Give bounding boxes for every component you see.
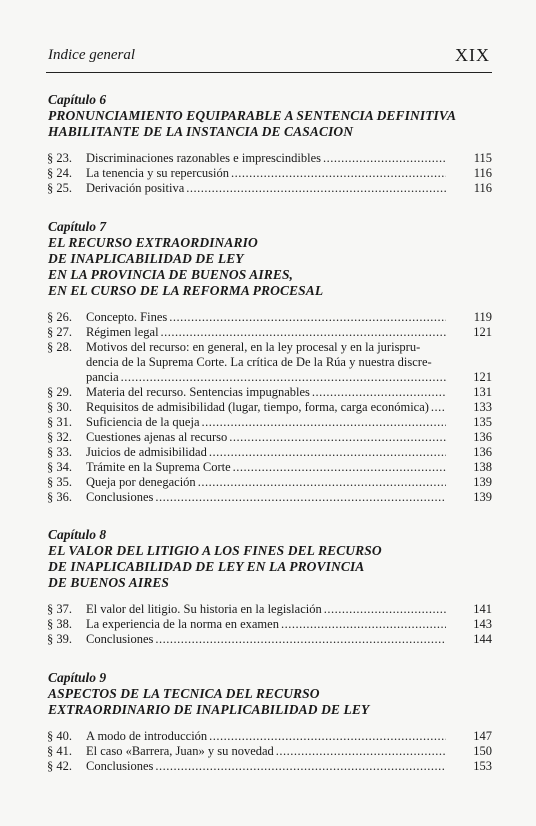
toc-entry[interactable] [46, 490, 492, 505]
entry-page-number: 153 [473, 759, 492, 773]
section-number: § 42. [47, 759, 72, 773]
entry-title: La tenencia y su repercusión [86, 166, 229, 180]
toc-entry[interactable] [46, 400, 492, 415]
entry-title: pancia [86, 370, 119, 384]
chapter-8 [46, 527, 492, 647]
entry-title: Suficiencia de la queja [86, 415, 200, 429]
dot-leader [161, 325, 446, 340]
section-number: § 35. [47, 475, 72, 489]
dot-leader [209, 729, 446, 744]
entry-title: Discriminaciones razonables e imprescindibles [86, 151, 321, 165]
entry-page-number: 116 [473, 166, 492, 180]
section-number: § 27. [47, 325, 72, 339]
toc-entry[interactable] [46, 151, 492, 166]
chapter-title-line: HABILITANTE DE LA INSTANCIA DE CASACION [48, 124, 354, 139]
chapter-title [48, 235, 492, 299]
dot-leader [209, 445, 446, 460]
entry-page-number: 143 [473, 617, 492, 631]
dot-leader [231, 166, 446, 181]
dot-leader [324, 602, 446, 617]
entry-page-number: 119 [473, 310, 492, 324]
toc-entry[interactable] [46, 759, 492, 774]
entry-title: El caso «Barrera, Juan» y su novedad [86, 744, 274, 758]
chapter-title-line: PRONUNCIAMIENTO EQUIPARABLE A SENTENCIA DEFINITIVA [48, 108, 457, 123]
entry-page-number: 121 [473, 370, 492, 384]
entry-page-number: 147 [473, 729, 492, 743]
entry-title: Conclusiones [86, 632, 154, 646]
toc-entry[interactable] [46, 181, 492, 196]
entry-title: Juicios de admisibilidad [86, 445, 207, 459]
running-header [46, 46, 492, 73]
chapter-title-line: DE BUENOS AIRES [48, 575, 170, 590]
entry-page-number: 136 [473, 430, 492, 444]
toc-entry[interactable] [46, 385, 492, 400]
entry-page-number: 150 [473, 744, 492, 758]
toc-entry[interactable] [46, 729, 492, 744]
chapter-title [48, 108, 492, 140]
entry-page-number: 133 [473, 400, 492, 414]
toc-entry[interactable] [46, 632, 492, 647]
toc-entry[interactable] [46, 310, 492, 325]
toc-entry[interactable] [46, 325, 492, 340]
chapter-9 [46, 670, 492, 774]
chapter-title-line: EL RECURSO EXTRAORDINARIO [48, 235, 258, 250]
section-number: § 34. [47, 460, 72, 474]
chapter-title-line: DE INAPLICABILIDAD DE LEY EN LA PROVINCIA [48, 559, 365, 574]
dot-leader [169, 310, 446, 325]
section-number: § 39. [47, 632, 72, 646]
dot-leader [229, 430, 446, 445]
entry-title: A modo de introducción [86, 729, 208, 743]
chapter-title [48, 543, 492, 591]
section-number: § 23. [47, 151, 72, 165]
entry-title: dencia de la Suprema Corte. La crítica de De la Rúa y nuestra discre- [86, 355, 432, 369]
toc-entries [46, 310, 492, 505]
chapter-title-line: EXTRAORDINARIO DE INAPLICABILIDAD DE LEY [48, 702, 370, 717]
toc-entry[interactable] [46, 602, 492, 617]
chapter-title-line: DE INAPLICABILIDAD DE LEY [48, 251, 244, 266]
toc-entry[interactable] [46, 460, 492, 475]
dot-leader [202, 415, 447, 430]
entry-page-number: 139 [473, 490, 492, 504]
entry-title: Requisitos de admisibilidad (lugar, tiempo, forma, carga económica) [86, 400, 429, 414]
entry-title: Conclusiones [86, 759, 154, 773]
entry-title: Derivación positiva [86, 181, 185, 195]
section-number: § 30. [47, 400, 72, 414]
entry-title: Trámite en la Suprema Corte [86, 460, 231, 474]
chapter-7 [46, 219, 492, 505]
entry-page-number: 141 [473, 602, 492, 616]
dot-leader [155, 490, 446, 505]
section-title: Indice general [48, 47, 136, 63]
dot-leader [155, 632, 446, 647]
chapter-title-line: EN EL CURSO DE LA REFORMA PROCESAL [48, 283, 324, 298]
chapter-6 [46, 92, 492, 196]
entry-page-number: 116 [473, 181, 492, 195]
entry-page-number: 121 [473, 325, 492, 339]
entry-page-number: 115 [473, 151, 492, 165]
section-number: § 40. [47, 729, 72, 743]
toc-entries [46, 602, 492, 647]
chapter-label: Capítulo 8 [48, 527, 107, 542]
toc-entry[interactable] [46, 475, 492, 490]
entry-title: El valor del litigio. Su historia en la legislación [86, 602, 322, 616]
dot-leader [186, 181, 446, 196]
toc-entry[interactable] [46, 166, 492, 181]
entry-title: Régimen legal [86, 325, 159, 339]
section-number: § 37. [47, 602, 72, 616]
dot-leader [323, 151, 446, 166]
entry-page-number: 139 [473, 475, 492, 489]
section-number: § 41. [47, 744, 72, 758]
chapter-label: Capítulo 7 [48, 219, 107, 234]
entry-title: Concepto. Fines [86, 310, 168, 324]
section-number: § 36. [47, 490, 72, 504]
section-number: § 28. [47, 340, 72, 354]
toc-entry[interactable] [46, 340, 492, 385]
chapter-title-line: EL VALOR DEL LITIGIO A LOS FINES DEL RECURSO [48, 543, 382, 558]
dot-leader [233, 460, 446, 475]
entry-page-number: 131 [473, 385, 492, 399]
section-number: § 38. [47, 617, 72, 631]
section-number: § 24. [47, 166, 72, 180]
chapter-title-line: EN LA PROVINCIA DE BUENOS AIRES, [48, 267, 294, 282]
toc-entry[interactable] [46, 744, 492, 759]
section-number: § 25. [47, 181, 72, 195]
entry-page-number: 138 [473, 460, 492, 474]
chapter-title [48, 686, 492, 718]
section-number: § 32. [47, 430, 72, 444]
section-number: § 26. [47, 310, 72, 324]
section-number: § 29. [47, 385, 72, 399]
dot-leader [276, 744, 446, 759]
dot-leader [155, 759, 446, 774]
dot-leader [312, 385, 446, 400]
toc-entry[interactable] [46, 617, 492, 632]
chapter-label: Capítulo 6 [48, 92, 107, 107]
dot-leader [198, 475, 446, 490]
entry-title: Motivos del recurso: en general, en la ley procesal y en la jurispru- [86, 340, 421, 354]
entry-title: Materia del recurso. Sentencias impugnables [86, 385, 310, 399]
chapter-title-line: ASPECTOS DE LA TECNICA DEL RECURSO [48, 686, 320, 701]
toc-entries [46, 151, 492, 196]
entry-page-number: 136 [473, 445, 492, 459]
page-number: XIX [455, 45, 490, 65]
toc-entries [46, 729, 492, 774]
toc-entry[interactable] [46, 415, 492, 430]
toc-entry[interactable] [46, 430, 492, 445]
toc-entry[interactable] [46, 445, 492, 460]
entry-title: Queja por denegación [86, 475, 196, 489]
section-number: § 33. [47, 445, 72, 459]
entry-title: Conclusiones [86, 490, 154, 504]
entry-page-number: 135 [473, 415, 492, 429]
chapter-label: Capítulo 9 [48, 670, 107, 685]
entry-title: Cuestiones ajenas al recurso [86, 430, 228, 444]
dot-leader [281, 617, 446, 632]
dot-leader [431, 400, 446, 415]
section-number: § 31. [47, 415, 72, 429]
entry-title: La experiencia de la norma en examen [86, 617, 279, 631]
dot-leader [121, 370, 446, 385]
entry-page-number: 144 [473, 632, 492, 646]
